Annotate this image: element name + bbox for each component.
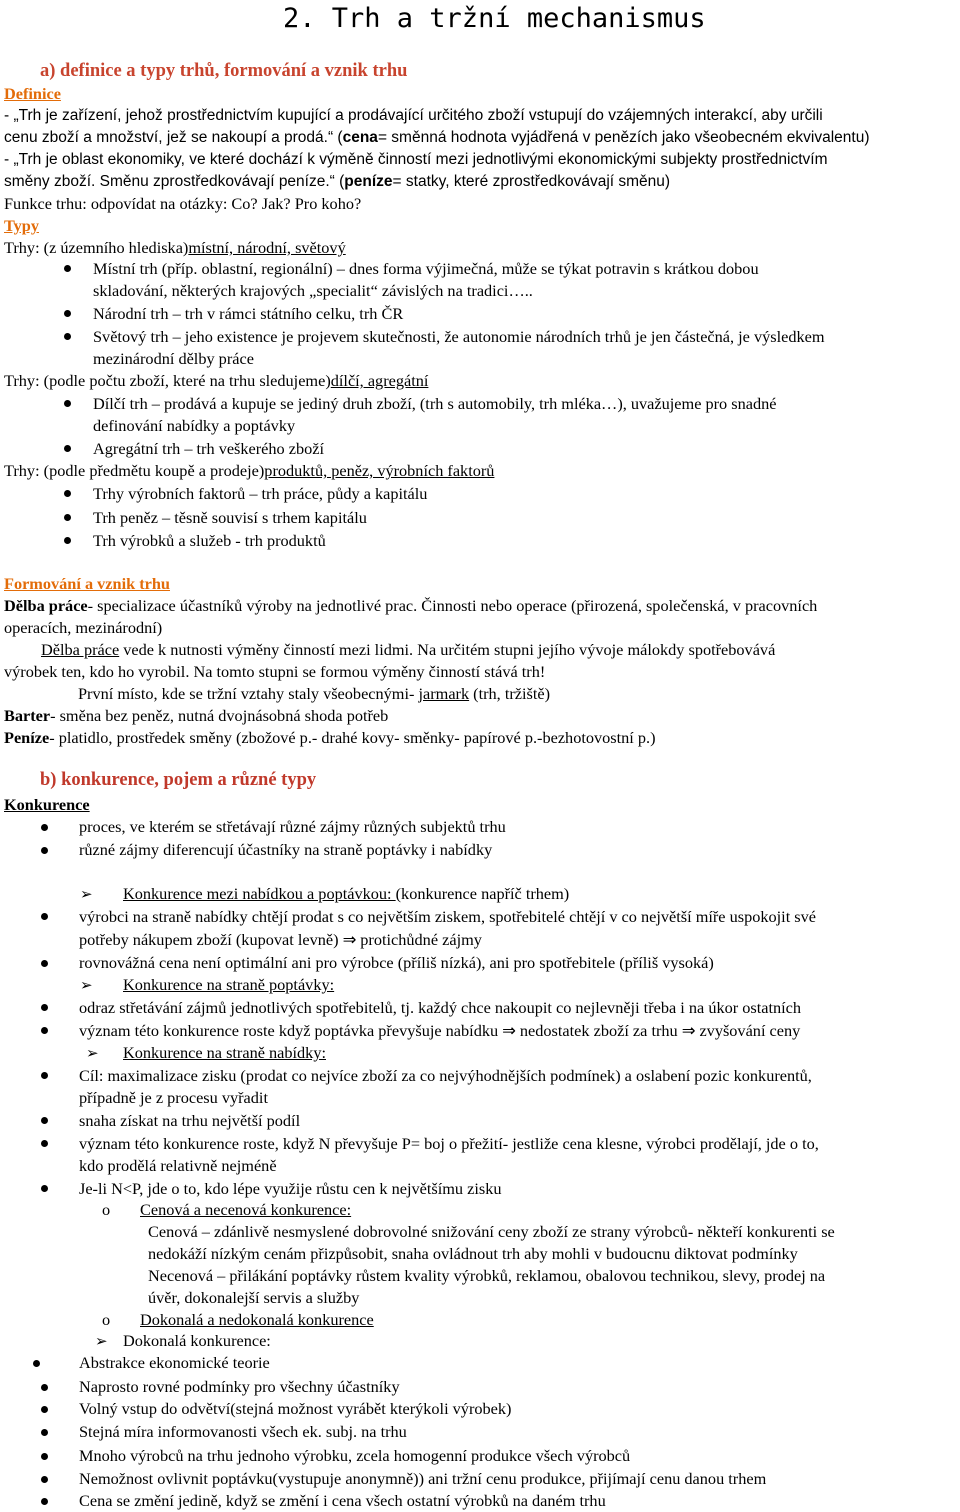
bullet-dilci-2: definování nabídky a poptávky [93, 416, 296, 435]
bullet-icon [64, 265, 71, 272]
bullet-icon [64, 333, 71, 340]
typy-line-3: Trhy: (podle předmětu koupě a prodeje)produktů, peněz, výrobních faktorů [4, 461, 495, 480]
bullet-faktory: Trhy výrobních faktorů – trh práce, půdy a kapitálu [93, 484, 428, 503]
bullet-icon [41, 1117, 48, 1124]
konkurence-vyznam-nabidka-2: kdo prodělá relativně nejméně [79, 1156, 277, 1175]
formovani-label: Formování a vznik trhu [4, 574, 170, 593]
konkurence-vyrobci-2: potřeby nákupem zboží (kupovat levně) ⇒ protichůdné zájmy [79, 930, 482, 949]
arrow-bullet-icon: ➢ [95, 1332, 108, 1350]
dokonala-2: Naprosto rovné podmínky pro všechny účastníky [79, 1377, 400, 1396]
bullet-vyrobky: Trh výrobků a služeb - trh produktů [93, 531, 326, 550]
sub-poptavka: Konkurence na straně poptávky: [123, 975, 335, 994]
formovani-line-1: Dělba práce- specializace účastníků výroby na jednotlivé prac. Činnosti nebo operace (přirozená, společenská, v pracovních [4, 596, 818, 615]
sub-cenova: Cenová a necenová konkurence: [140, 1200, 352, 1219]
formovani-line-3: Dělba práce vede k nutnosti výměny činností mezi lidmi. Na určitém stupni jejího vývoje málokdy spotřebovává [41, 640, 776, 659]
bullet-icon [41, 1140, 48, 1147]
sub-nabidka: Konkurence na straně nabídky: [123, 1043, 326, 1062]
bullet-icon [41, 1384, 48, 1391]
dokonala-4: Stejná míra informovanosti všech ek. subj. na trhu [79, 1422, 407, 1441]
def-line-2: cenu zboží a množství, jež se nakoupí a prodá.“ (cena= směnná hodnota vyjádřená v penězích jako všeobecném ekvivalentu) [4, 129, 870, 146]
typy-label: Typy [4, 216, 39, 235]
page-title: 2. Trh a tržní mechanismus [283, 3, 706, 34]
bullet-penize: Trh peněz – těsně souvisí s trhem kapitálu [93, 508, 367, 527]
bullet-icon [33, 1360, 40, 1367]
bullet-agregatni: Agregátní trh – trh veškerého zboží [93, 439, 325, 458]
bullet-svetovy-1: Světový trh – jeho existence je projevem skutečnosti, že autonomie národních trhů je jen částečná, je výsledkem [93, 327, 825, 346]
typy-line-2: Trhy: (podle počtu zboží, které na trhu sledujeme)dílčí, agregátní [4, 371, 429, 390]
bullet-icon [41, 1429, 48, 1436]
konkurence-vyrobci-1: výrobci na straně nabídky chtějí prodat s co největším ziskem, spotřebitelé chtějí v co největší míře uspokojit své [79, 907, 816, 926]
typy-line-1: Trhy: (z územního hlediska)místní, národní, světový [4, 238, 346, 257]
konkurence-podil: snaha získat na trhu největší podíl [79, 1111, 301, 1130]
sub-dokonala: Dokonalá a nedokonalá konkurence [140, 1310, 374, 1329]
bullet-icon [41, 847, 48, 854]
bullet-icon [41, 1072, 48, 1079]
bullet-icon [64, 490, 71, 497]
bullet-icon [64, 310, 71, 317]
circle-bullet-icon: o [102, 1200, 111, 1219]
dokonala-1: Abstrakce ekonomické teorie [79, 1353, 270, 1372]
formovani-barter: Barter- směna bez peněz, nutná dvojnásobná shoda potřeb [4, 706, 389, 725]
bullet-mistni-2: skladování, některých krajových „specialit“ závislých na tradici….. [93, 281, 533, 300]
konkurence-cil-1: Cíl: maximalizace zisku (prodat co nejvíce zboží za co nejvýhodnějších podmínek) a oslabení pozic konkurentů, [79, 1066, 812, 1085]
bullet-icon [41, 960, 48, 967]
formovani-penize: Peníze- platidlo, prostředek směny (zbožové p.- drahé kovy- směnky- papírové p.-bezhotovostní p.) [4, 728, 656, 747]
bullet-icon [41, 1004, 48, 1011]
arrow-bullet-icon: ➢ [86, 1044, 99, 1062]
dokonala-7: Cena se změní jedině, když se změní i cena všech ostatní výrobků na daném trhu [79, 1491, 606, 1510]
bullet-svetovy-2: mezinárodní dělby práce [93, 349, 254, 368]
dokonala-3: Volný vstup do odvětví(stejná možnost vyrábět kterýkoli výrobek) [79, 1399, 512, 1418]
arrow-bullet-icon: ➢ [80, 976, 93, 994]
bullet-icon [41, 1406, 48, 1413]
konkurence-rovnovazna: rovnovážná cena není optimální ani pro výrobce (příliš nízká), ani pro spotřebitele (příliš vysoká) [79, 953, 714, 972]
bullet-icon [41, 913, 48, 920]
konkurence-label: Konkurence [4, 795, 90, 814]
konkurence-vyznam-nabidka-1: význam této konkurence roste, když N převyšuje P= boj o přežití- jestliže cena klesne, výrobci prodělají, jde o to, [79, 1134, 819, 1153]
bullet-icon [64, 400, 71, 407]
formovani-line-2: operacích, mezinárodní) [4, 618, 163, 637]
def-line-5: Funkce trhu: odpovídat na otázky: Co? Jak? Pro koho? [4, 194, 362, 213]
cenova-line-2: nedokáží nízkým cenám přizpůsobit, snaha ovládnout trh aby mohli v budoucnu diktovat podmínky [148, 1244, 798, 1263]
section-a-heading: a) definice a typy trhů, formování a vznik trhu [40, 61, 408, 81]
bullet-icon [41, 1498, 48, 1505]
formovani-line-5: První místo, kde se tržní vztahy staly všeobecnými- jarmark (trh, tržiště) [78, 684, 551, 703]
bullet-icon [64, 537, 71, 544]
necenova-line-2: úvěr, dokonalejší servis a služby [148, 1288, 360, 1307]
dokonala-6: Nemožnost ovlivnit poptávku(vystupuje anonymně)) ani tržní cenu produkce, přijímají cenu danou trhem [79, 1469, 767, 1488]
cenova-line-1: Cenová – zdánlivě nesmyslené dobrovolné snižování ceny zboží ze strany výrobců- někteří konkurenti se [148, 1222, 835, 1241]
bullet-icon [41, 1027, 48, 1034]
def-line-3: - „Trh je oblast ekonomiky, ve které dochází k výměně činností mezi jednotlivými ekonomickými subjekty prostřednictvím [4, 151, 828, 168]
bullet-narodni: Národní trh – trh v rámci státního celku, trh ČR [93, 304, 404, 323]
bullet-dilci-1: Dílčí trh – prodává a kupuje se jediný druh zboží, (trh s automobily, trh mléka…), uvažujeme pro snadné [93, 394, 777, 413]
def-line-1: - „Trh je zařízení, jehož prostřednictvím kupující a prodávající určitého zboží vstupují do vzájemných interakcí, aby určili [4, 107, 823, 124]
definice-label: Definice [4, 84, 61, 103]
sub-nabidka-poptavka: Konkurence mezi nabídkou a poptávkou: (konkurence napříč trhem) [123, 884, 570, 903]
def-line-4: směny zboží. Směnu zprostředkovávají peníze.“ (peníze= statky, které zprostředkovávají směnu) [4, 173, 671, 190]
bullet-mistni-1: Místní trh (příp. oblastní, regionální) – dnes forma výjimečná, může se týkat potravin s krátkou dobou [93, 259, 759, 278]
bullet-icon [41, 1185, 48, 1192]
bullet-icon [64, 514, 71, 521]
konkurence-n-mensi-p: Je-li N<P, jde o to, kdo lépe využije růstu cen k největšímu zisku [79, 1179, 502, 1198]
konkurence-cil-2: případně je z procesu vyřadit [79, 1088, 268, 1107]
arrow-bullet-icon: ➢ [80, 885, 93, 903]
sub-dokonala-konkurence: Dokonalá konkurence: [123, 1331, 271, 1350]
bullet-icon [41, 824, 48, 831]
dokonala-5: Mnoho výrobců na trhu jednoho výrobku, zcela homogenní produkce všech výrobců [79, 1446, 631, 1465]
section-b-heading: b) konkurence, pojem a různé typy [40, 770, 317, 790]
konkurence-proces: proces, ve kterém se střetávají různé zájmy různých subjektů trhu [79, 817, 506, 836]
konkurence-vyznam-poptavka: význam této konkurence roste když poptávka převyšuje nabídku ⇒ nedostatek zboží za trhu ⇒ zvyšování ceny [79, 1021, 801, 1040]
bullet-icon [64, 445, 71, 452]
konkurence-odraz: odraz střetávání zájmů jednotlivých spotřebitelů, tj. každý chce nakoupit co nejlevněji třeba i na úkor ostatních [79, 998, 802, 1017]
necenova-line-1: Necenová – přilákání poptávky růstem kvality výrobků, reklamou, obalovou technikou, slevy, prodej na [148, 1266, 826, 1285]
bullet-icon [41, 1476, 48, 1483]
circle-bullet-icon: o [102, 1310, 111, 1329]
bullet-icon [41, 1453, 48, 1460]
formovani-line-4: výrobek ten, kdo ho vyrobil. Na tomto stupni se formou výměny činností stává trh! [4, 662, 546, 681]
konkurence-zajmy: různé zájmy diferencují účastníky na straně poptávky i nabídky [79, 840, 493, 859]
